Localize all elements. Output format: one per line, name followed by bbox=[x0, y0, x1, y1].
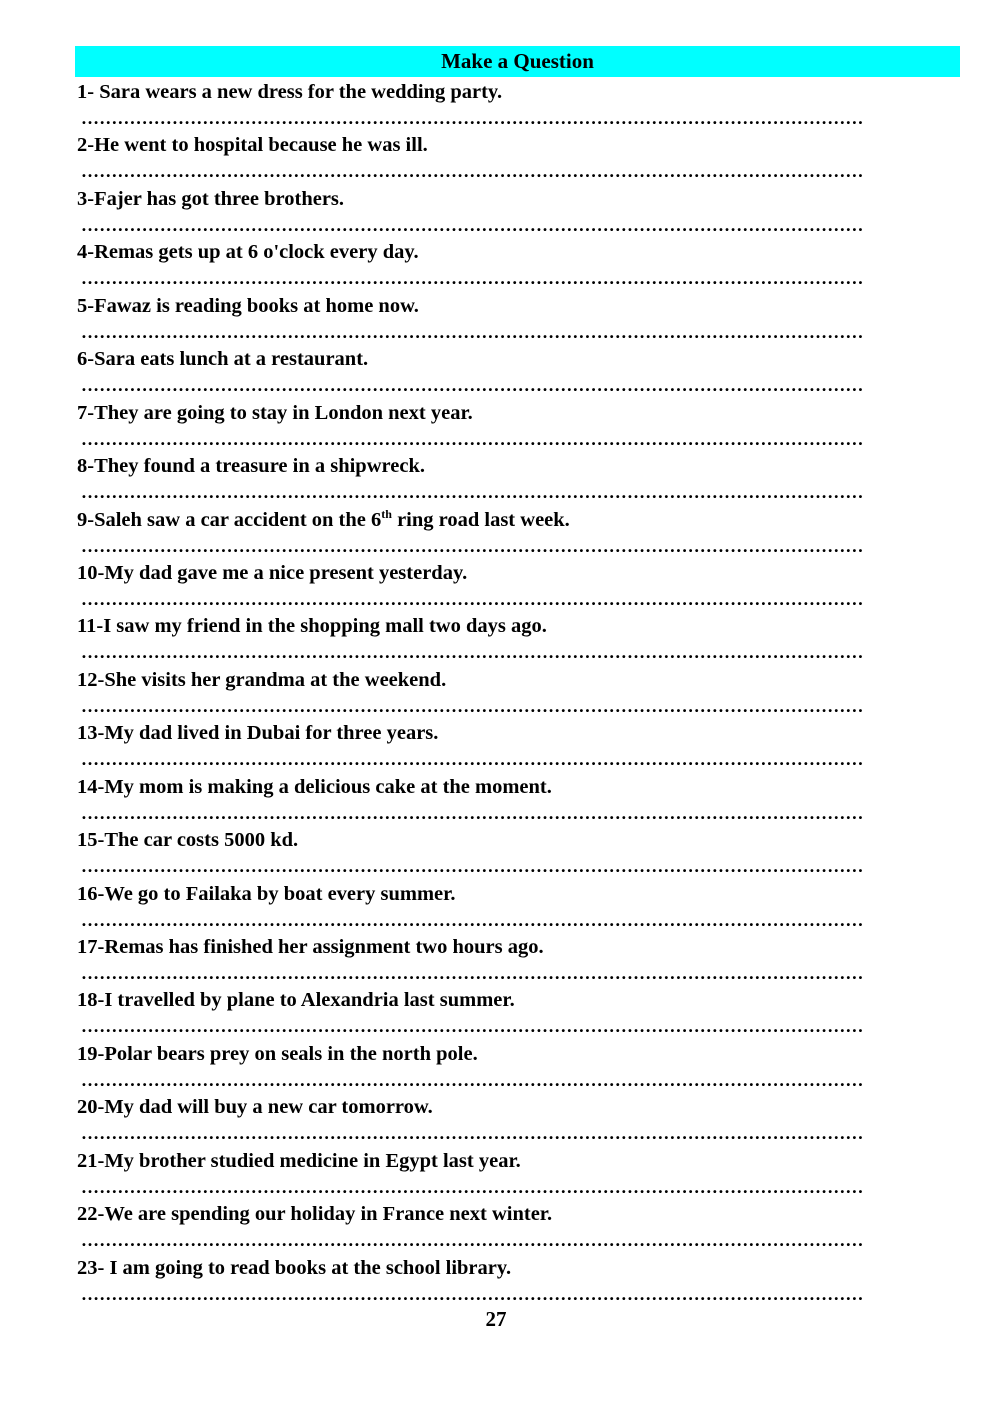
answer-line[interactable]: ………………………………………………………………………………………………………………… bbox=[81, 588, 864, 609]
answer-line[interactable]: ………………………………………………………………………………………………………………… bbox=[81, 909, 864, 930]
question-text bbox=[77, 774, 552, 800]
question-sentence: 1- Sara wears a new dress for the wedding party. bbox=[77, 81, 503, 103]
question-text bbox=[77, 881, 455, 907]
question-text bbox=[77, 293, 419, 319]
question-item bbox=[77, 398, 937, 451]
question-item bbox=[77, 184, 937, 237]
question-item bbox=[77, 1146, 937, 1199]
question-item bbox=[77, 237, 937, 290]
question-text bbox=[77, 613, 547, 639]
question-text bbox=[77, 346, 368, 372]
answer-line[interactable]: ………………………………………………………………………………………………………………… bbox=[81, 321, 864, 342]
answer-line[interactable]: ………………………………………………………………………………………………………………… bbox=[81, 1069, 864, 1090]
question-text bbox=[77, 239, 419, 265]
question-sentence: 11-I saw my friend in the shopping mall two days ago. bbox=[77, 615, 547, 638]
question-text bbox=[77, 1201, 552, 1227]
answer-line[interactable]: ………………………………………………………………………………………………………………… bbox=[81, 963, 864, 983]
question-text bbox=[77, 827, 298, 853]
question-sentence: 22-We are spending our holiday in France next winter. bbox=[77, 1203, 553, 1226]
answer-line[interactable]: ………………………………………………………………………………………………………………… bbox=[81, 1123, 864, 1144]
question-sentence: 16-We go to Failaka by boat every summer. bbox=[77, 882, 456, 905]
question-sentence: 17-Remas has finished her assignment two hours ago. bbox=[77, 936, 544, 958]
question-sentence: 14-My mom is making a delicious cake at the moment. bbox=[77, 775, 552, 798]
question-sentence: 12-She visits her grandma at the weekend. bbox=[77, 668, 447, 691]
answer-line[interactable]: ………………………………………………………………………………………………………………… bbox=[81, 268, 864, 289]
question-text bbox=[77, 132, 428, 158]
question-item bbox=[77, 772, 937, 825]
question-text bbox=[77, 79, 502, 105]
question-item bbox=[77, 718, 937, 771]
answer-line[interactable]: ………………………………………………………………………………………………………………… bbox=[81, 802, 864, 823]
question-item bbox=[77, 985, 937, 1038]
answer-line[interactable]: ………………………………………………………………………………………………………………… bbox=[81, 428, 864, 449]
question-item bbox=[77, 291, 937, 344]
question-text bbox=[77, 560, 467, 586]
question-text bbox=[77, 720, 438, 746]
question-item bbox=[77, 879, 937, 932]
question-item bbox=[77, 932, 937, 985]
answer-line[interactable]: ………………………………………………………………………………………………………………… bbox=[81, 856, 864, 877]
question-text bbox=[77, 667, 446, 693]
question-item bbox=[77, 451, 937, 504]
answer-line[interactable]: ………………………………………………………………………………………………………………… bbox=[81, 482, 864, 503]
question-item bbox=[77, 665, 937, 718]
question-text bbox=[77, 507, 570, 533]
answer-line[interactable]: ………………………………………………………………………………………………………………… bbox=[81, 642, 864, 663]
question-sentence: 10-My dad gave me a nice present yesterday. bbox=[77, 561, 468, 584]
question-text bbox=[77, 987, 515, 1013]
answer-line[interactable]: ………………………………………………………………………………………………………………… bbox=[81, 1283, 864, 1304]
question-text bbox=[77, 1148, 521, 1174]
question-item bbox=[77, 558, 937, 611]
question-sentence: 21-My brother studied medicine in Egypt last year. bbox=[77, 1149, 521, 1172]
answer-line[interactable]: ………………………………………………………………………………………………………………… bbox=[81, 1230, 864, 1251]
question-item bbox=[77, 1253, 937, 1306]
answer-line[interactable]: ………………………………………………………………………………………………………………… bbox=[81, 1176, 864, 1197]
question-sentence: 20-My dad will buy a new car tomorrow. bbox=[77, 1096, 433, 1119]
answer-line[interactable]: ………………………………………………………………………………………………………………… bbox=[81, 375, 864, 396]
question-sentence: 18-I travelled by plane to Alexandria last summer. bbox=[77, 989, 515, 1012]
question-sentence: 6-Sara eats lunch at a restaurant. bbox=[77, 348, 369, 371]
question-sentence: 9-Saleh saw a car accident on the 6 bbox=[77, 508, 382, 531]
question-text bbox=[77, 1255, 511, 1281]
answer-line[interactable]: ………………………………………………………………………………………………………………… bbox=[81, 1016, 864, 1037]
question-text bbox=[77, 400, 473, 426]
answer-line[interactable]: ………………………………………………………………………………………………………………… bbox=[81, 695, 864, 716]
question-text bbox=[77, 186, 344, 212]
question-sentence: 8-They found a treasure in a shipwreck. bbox=[77, 455, 425, 478]
question-text bbox=[77, 453, 425, 479]
question-item bbox=[77, 825, 937, 878]
question-sentence: 15-The car costs 5000 kd. bbox=[77, 829, 299, 852]
page-number: 27 bbox=[485, 1307, 507, 1331]
answer-line[interactable]: ………………………………………………………………………………………………………………… bbox=[81, 214, 864, 235]
question-sentence: 23- I am going to read books at the school library. bbox=[77, 1256, 512, 1279]
question-sentence: 19-Polar bears prey on seals in the north pole. bbox=[77, 1042, 478, 1065]
question-list bbox=[77, 77, 937, 1306]
section-title: Make a Question bbox=[75, 46, 960, 77]
ordinal-suffix: th bbox=[381, 506, 392, 521]
question-sentence: 2-He went to hospital because he was ill. bbox=[77, 134, 428, 157]
question-text bbox=[77, 1041, 478, 1067]
question-text bbox=[77, 1094, 433, 1120]
answer-line[interactable]: ………………………………………………………………………………………………………………… bbox=[81, 535, 864, 556]
question-sentence: 5-Fawaz is reading books at home now. bbox=[77, 294, 419, 317]
question-sentence: 3-Fajer has got three brothers. bbox=[77, 187, 345, 210]
question-item bbox=[77, 1199, 937, 1252]
question-item bbox=[77, 130, 937, 183]
answer-line[interactable]: ………………………………………………………………………………………………………………… bbox=[81, 108, 864, 128]
question-item bbox=[77, 505, 937, 558]
question-sentence: 4-Remas gets up at 6 o'clock every day. bbox=[77, 241, 419, 264]
question-sentence-continued: ring road last week. bbox=[391, 508, 570, 531]
question-item bbox=[77, 77, 937, 130]
question-item bbox=[77, 1092, 937, 1145]
question-text bbox=[77, 934, 544, 960]
question-item bbox=[77, 1039, 937, 1092]
question-item bbox=[77, 344, 937, 397]
question-sentence: 13-My dad lived in Dubai for three years. bbox=[77, 722, 439, 745]
answer-line[interactable]: ………………………………………………………………………………………………………………… bbox=[81, 749, 864, 770]
question-sentence: 7-They are going to stay in London next year. bbox=[77, 401, 473, 424]
answer-line[interactable]: ………………………………………………………………………………………………………………… bbox=[81, 161, 864, 182]
question-item bbox=[77, 611, 937, 664]
